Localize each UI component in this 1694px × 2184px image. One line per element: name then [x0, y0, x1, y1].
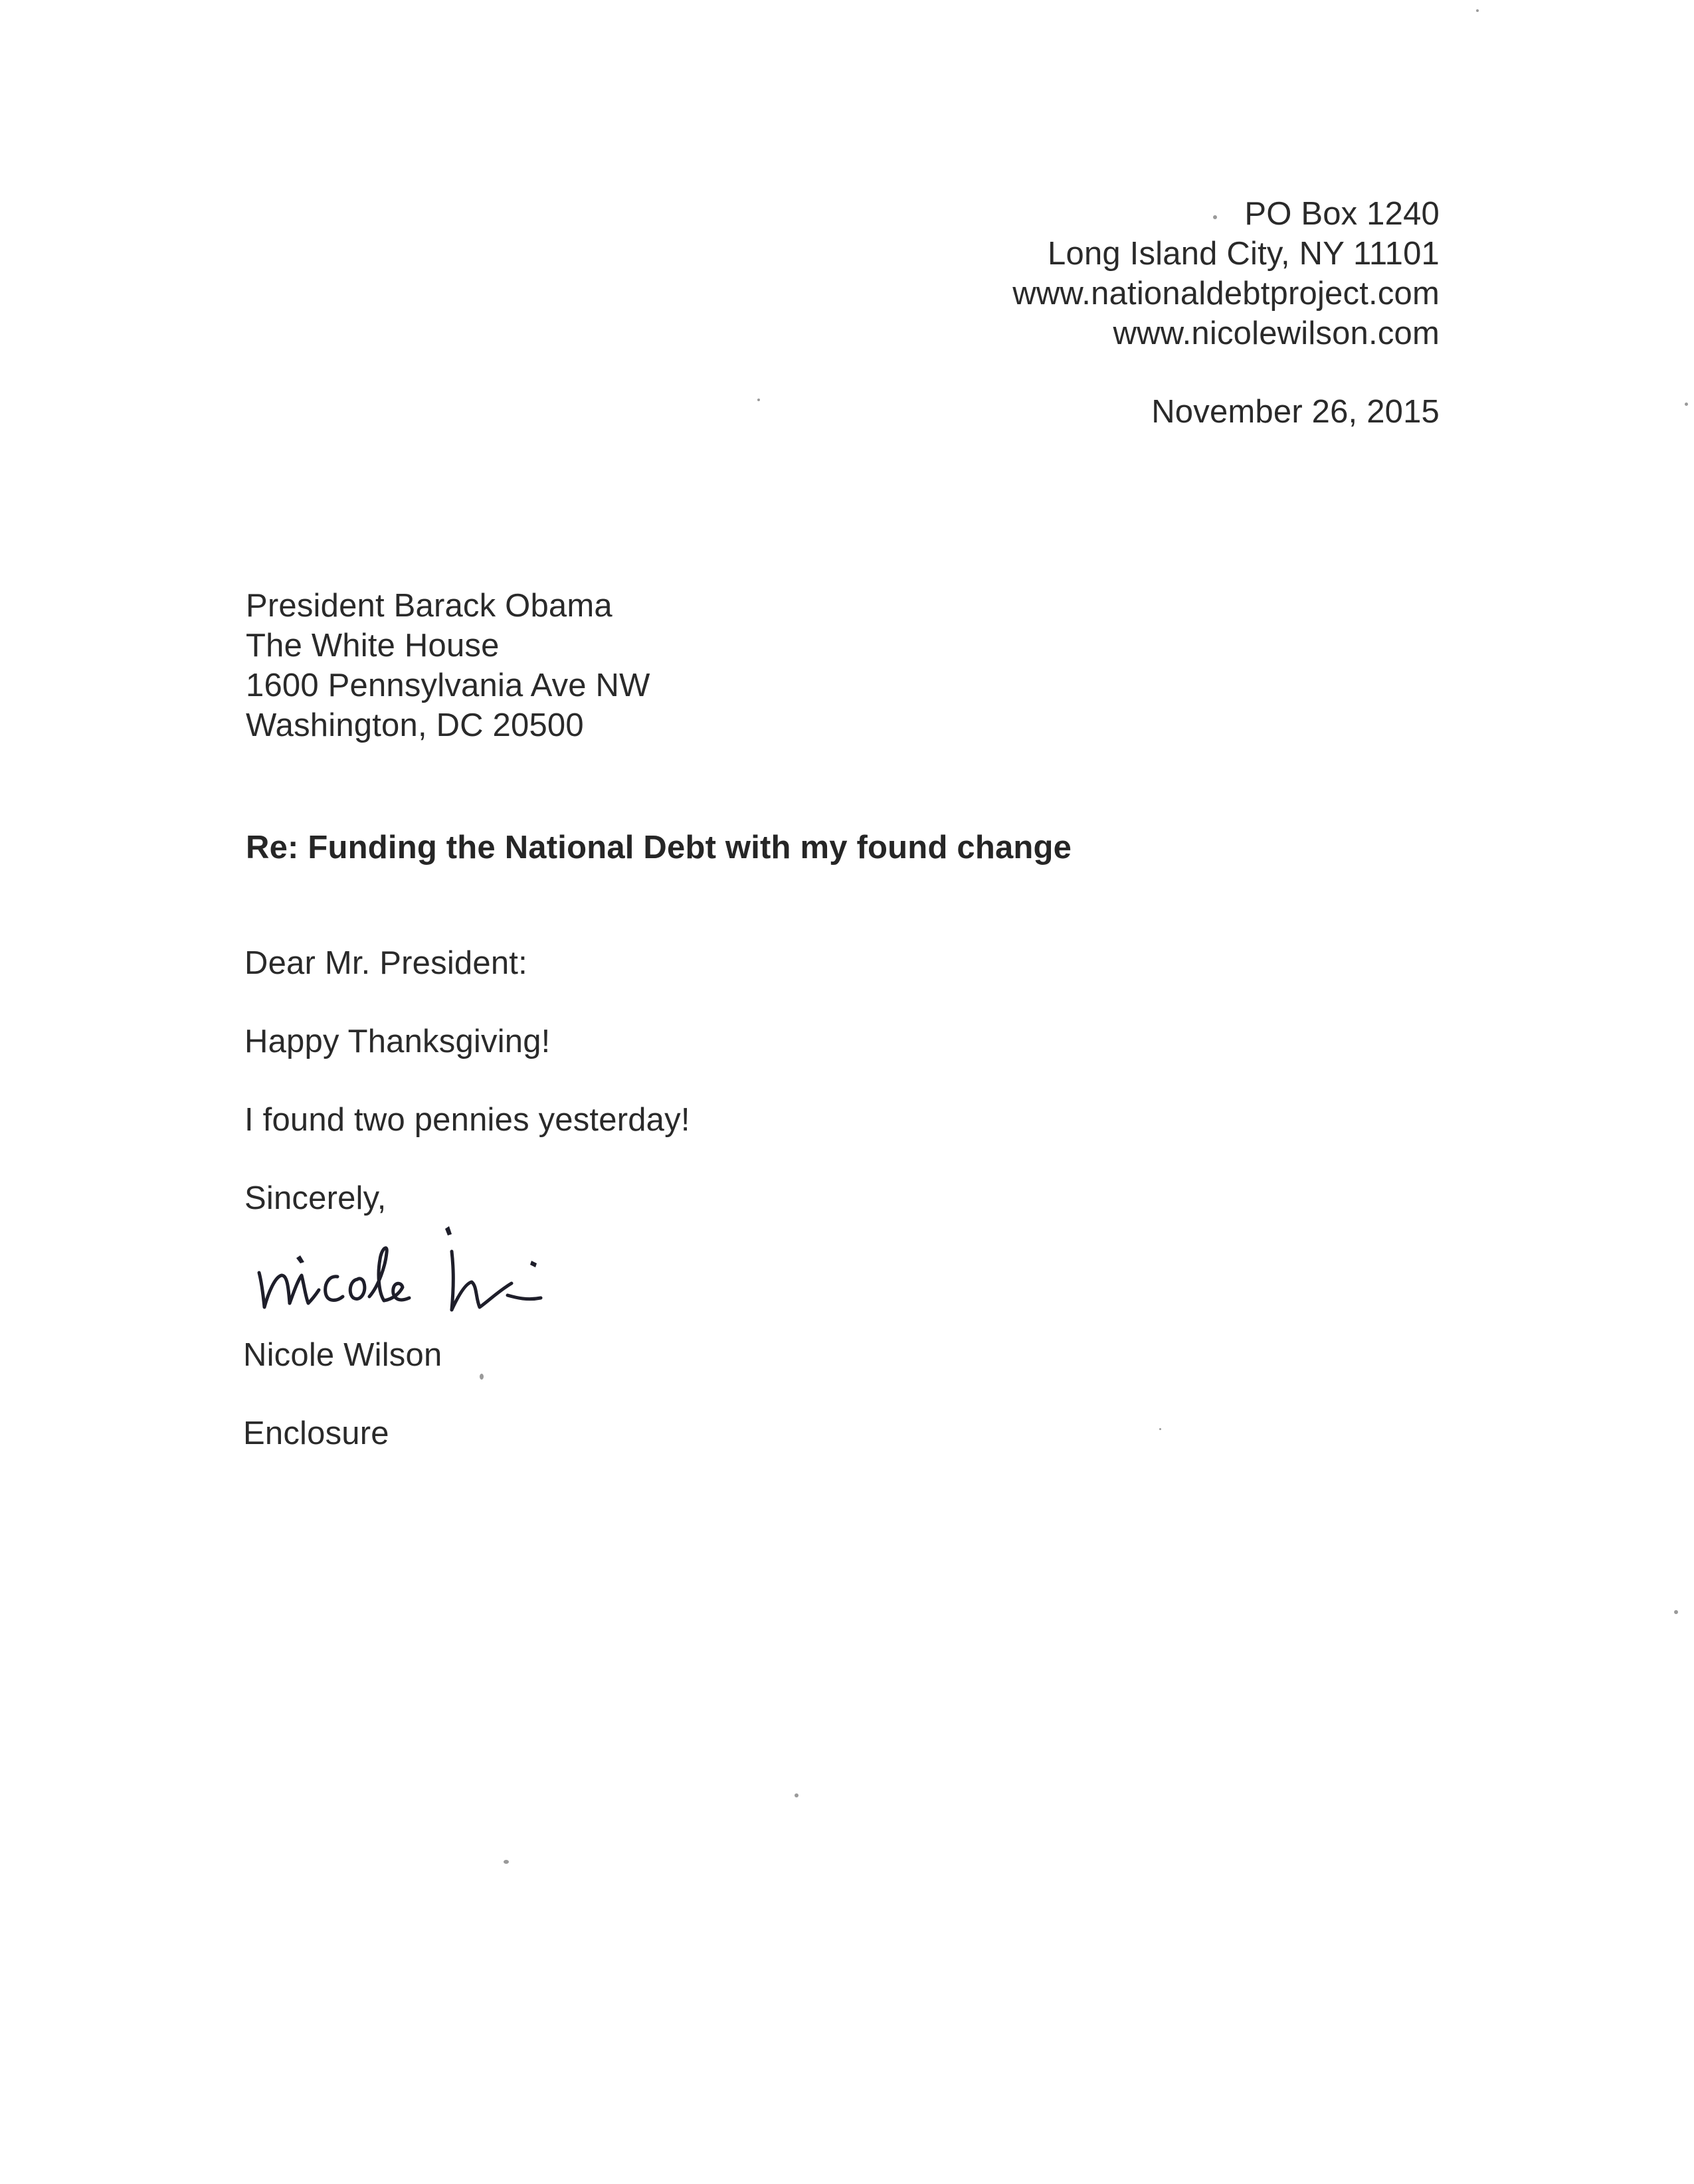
sender-address-line1: PO Box 1240 [1244, 196, 1440, 232]
scan-speck [1476, 9, 1479, 12]
scan-speck [1213, 215, 1217, 219]
scan-speck [480, 1374, 484, 1380]
scan-speck [1159, 1428, 1161, 1430]
scan-speck [504, 1860, 509, 1864]
recipient-organization: The White House [246, 628, 500, 664]
enclosure-note: Enclosure [243, 1415, 389, 1451]
recipient-name: President Barack Obama [246, 588, 612, 624]
scan-speck [795, 1793, 799, 1797]
body-paragraph-1: Happy Thanksgiving! [244, 1024, 551, 1059]
body-paragraph-2: I found two pennies yesterday! [244, 1102, 690, 1138]
scan-speck [1674, 1610, 1678, 1614]
scan-speck [1685, 403, 1688, 406]
sender-address-line2: Long Island City, NY 11101 [1048, 236, 1440, 272]
recipient-city-state-zip: Washington, DC 20500 [246, 707, 584, 743]
subject-line: Re: Funding the National Debt with my found change [246, 830, 1072, 865]
signer-name: Nicole Wilson [243, 1337, 442, 1373]
handwritten-signature [252, 1220, 578, 1326]
sender-website-2: www.nicolewilson.com [1113, 316, 1440, 351]
scan-speck [757, 399, 760, 401]
salutation: Dear Mr. President: [244, 945, 527, 981]
recipient-street: 1600 Pennsylvania Ave NW [246, 668, 650, 703]
closing: Sincerely, [244, 1180, 387, 1216]
letter-date: November 26, 2015 [1151, 394, 1440, 430]
sender-website-1: www.nationaldebtproject.com [1012, 276, 1440, 312]
